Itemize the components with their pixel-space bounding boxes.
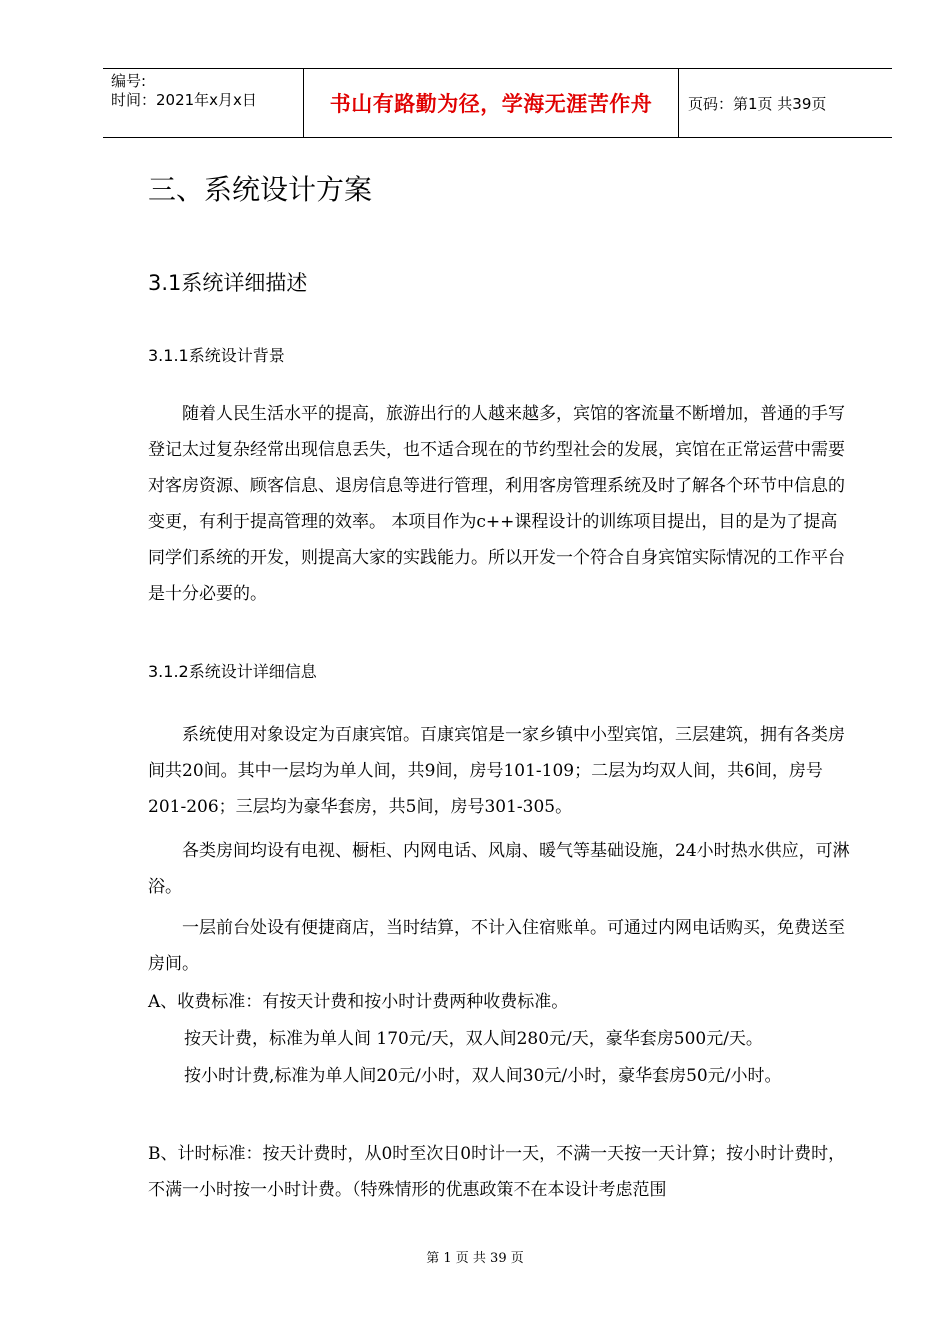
header-page-cell xyxy=(678,69,892,137)
fee-title: A、收费标准：有按天计费和按小时计费两种收费标准。 xyxy=(148,992,569,1012)
time-label: 时间：2021年x月x日 xyxy=(111,91,257,109)
background-paragraph: 随着人民生活水平的提高，旅游出行的人越来越多，宾馆的客流量不断增加，普通的手写登记太过复杂经常出现信息丢失，也不适合现在的节约型社会的发展，宾馆在正常运营中需要对客房资源、顾客信息、退房信息等进行管理，利用客房管理系统及时了解各个环节中信息的变更，有利于提高管理的效率。 本项目作为c++课程设计的训练项目提出，目的是为了提高同学们系统的开发，则提高大家的实践能力。所以开发一个符合自身宾馆实际情况的工作平台是十分必要的。 xyxy=(148,404,845,604)
document-header xyxy=(103,68,892,138)
page-label: 页码：第1页 共39页 xyxy=(688,94,827,113)
page-footer: 第 1 页 共 39 页 xyxy=(426,1251,524,1266)
detail-paragraph-1: 系统使用对象设定为百康宾馆。百康宾馆是一家乡镇中小型宾馆，三层建筑，拥有各类房间共20间。其中一层均为单人间，共9间，房号101-109；二层为均双人间，共6间，房号201-206；三层均为豪华套房，共5间，房号301-305。 xyxy=(148,725,845,817)
header-meta-cell xyxy=(103,69,303,137)
detail-paragraph-3: 一层前台处设有便捷商店，当时结算，不计入住宿账单。可通过内网电话购买，免费送至房间。 xyxy=(148,918,845,974)
background-heading: 3.1.1系统设计背景 xyxy=(148,346,285,365)
fee-day: 按天计费，标准为单人间 170元/天，双人间280元/天，豪华套房500元/天。 xyxy=(184,1029,763,1049)
subsection-title: 3.1系统详细描述 xyxy=(148,271,308,295)
motto: 书山有路勤为径，学海无涯苦作舟 xyxy=(329,92,653,116)
timing-standard: B、计时标准：按天计费时，从0时至次日0时计一天，不满一天按一天计算；按小时计费时，不满一小时按一小时计费。（特殊情形的优惠政策不在本设计考虑范围 xyxy=(148,1144,846,1200)
section-title: 三、系统设计方案 xyxy=(148,173,373,206)
details-heading: 3.1.2系统设计详细信息 xyxy=(148,662,317,681)
number-label: 编号: xyxy=(111,72,147,90)
header-motto-cell xyxy=(303,69,679,137)
fee-hour: 按小时计费,标准为单人间20元/小时，双人间30元/小时，豪华套房50元/小时。 xyxy=(184,1066,782,1086)
detail-paragraph-2: 各类房间均设有电视、橱柜、内网电话、风扇、暖气等基础设施，24小时热水供应，可淋浴。 xyxy=(148,841,850,897)
